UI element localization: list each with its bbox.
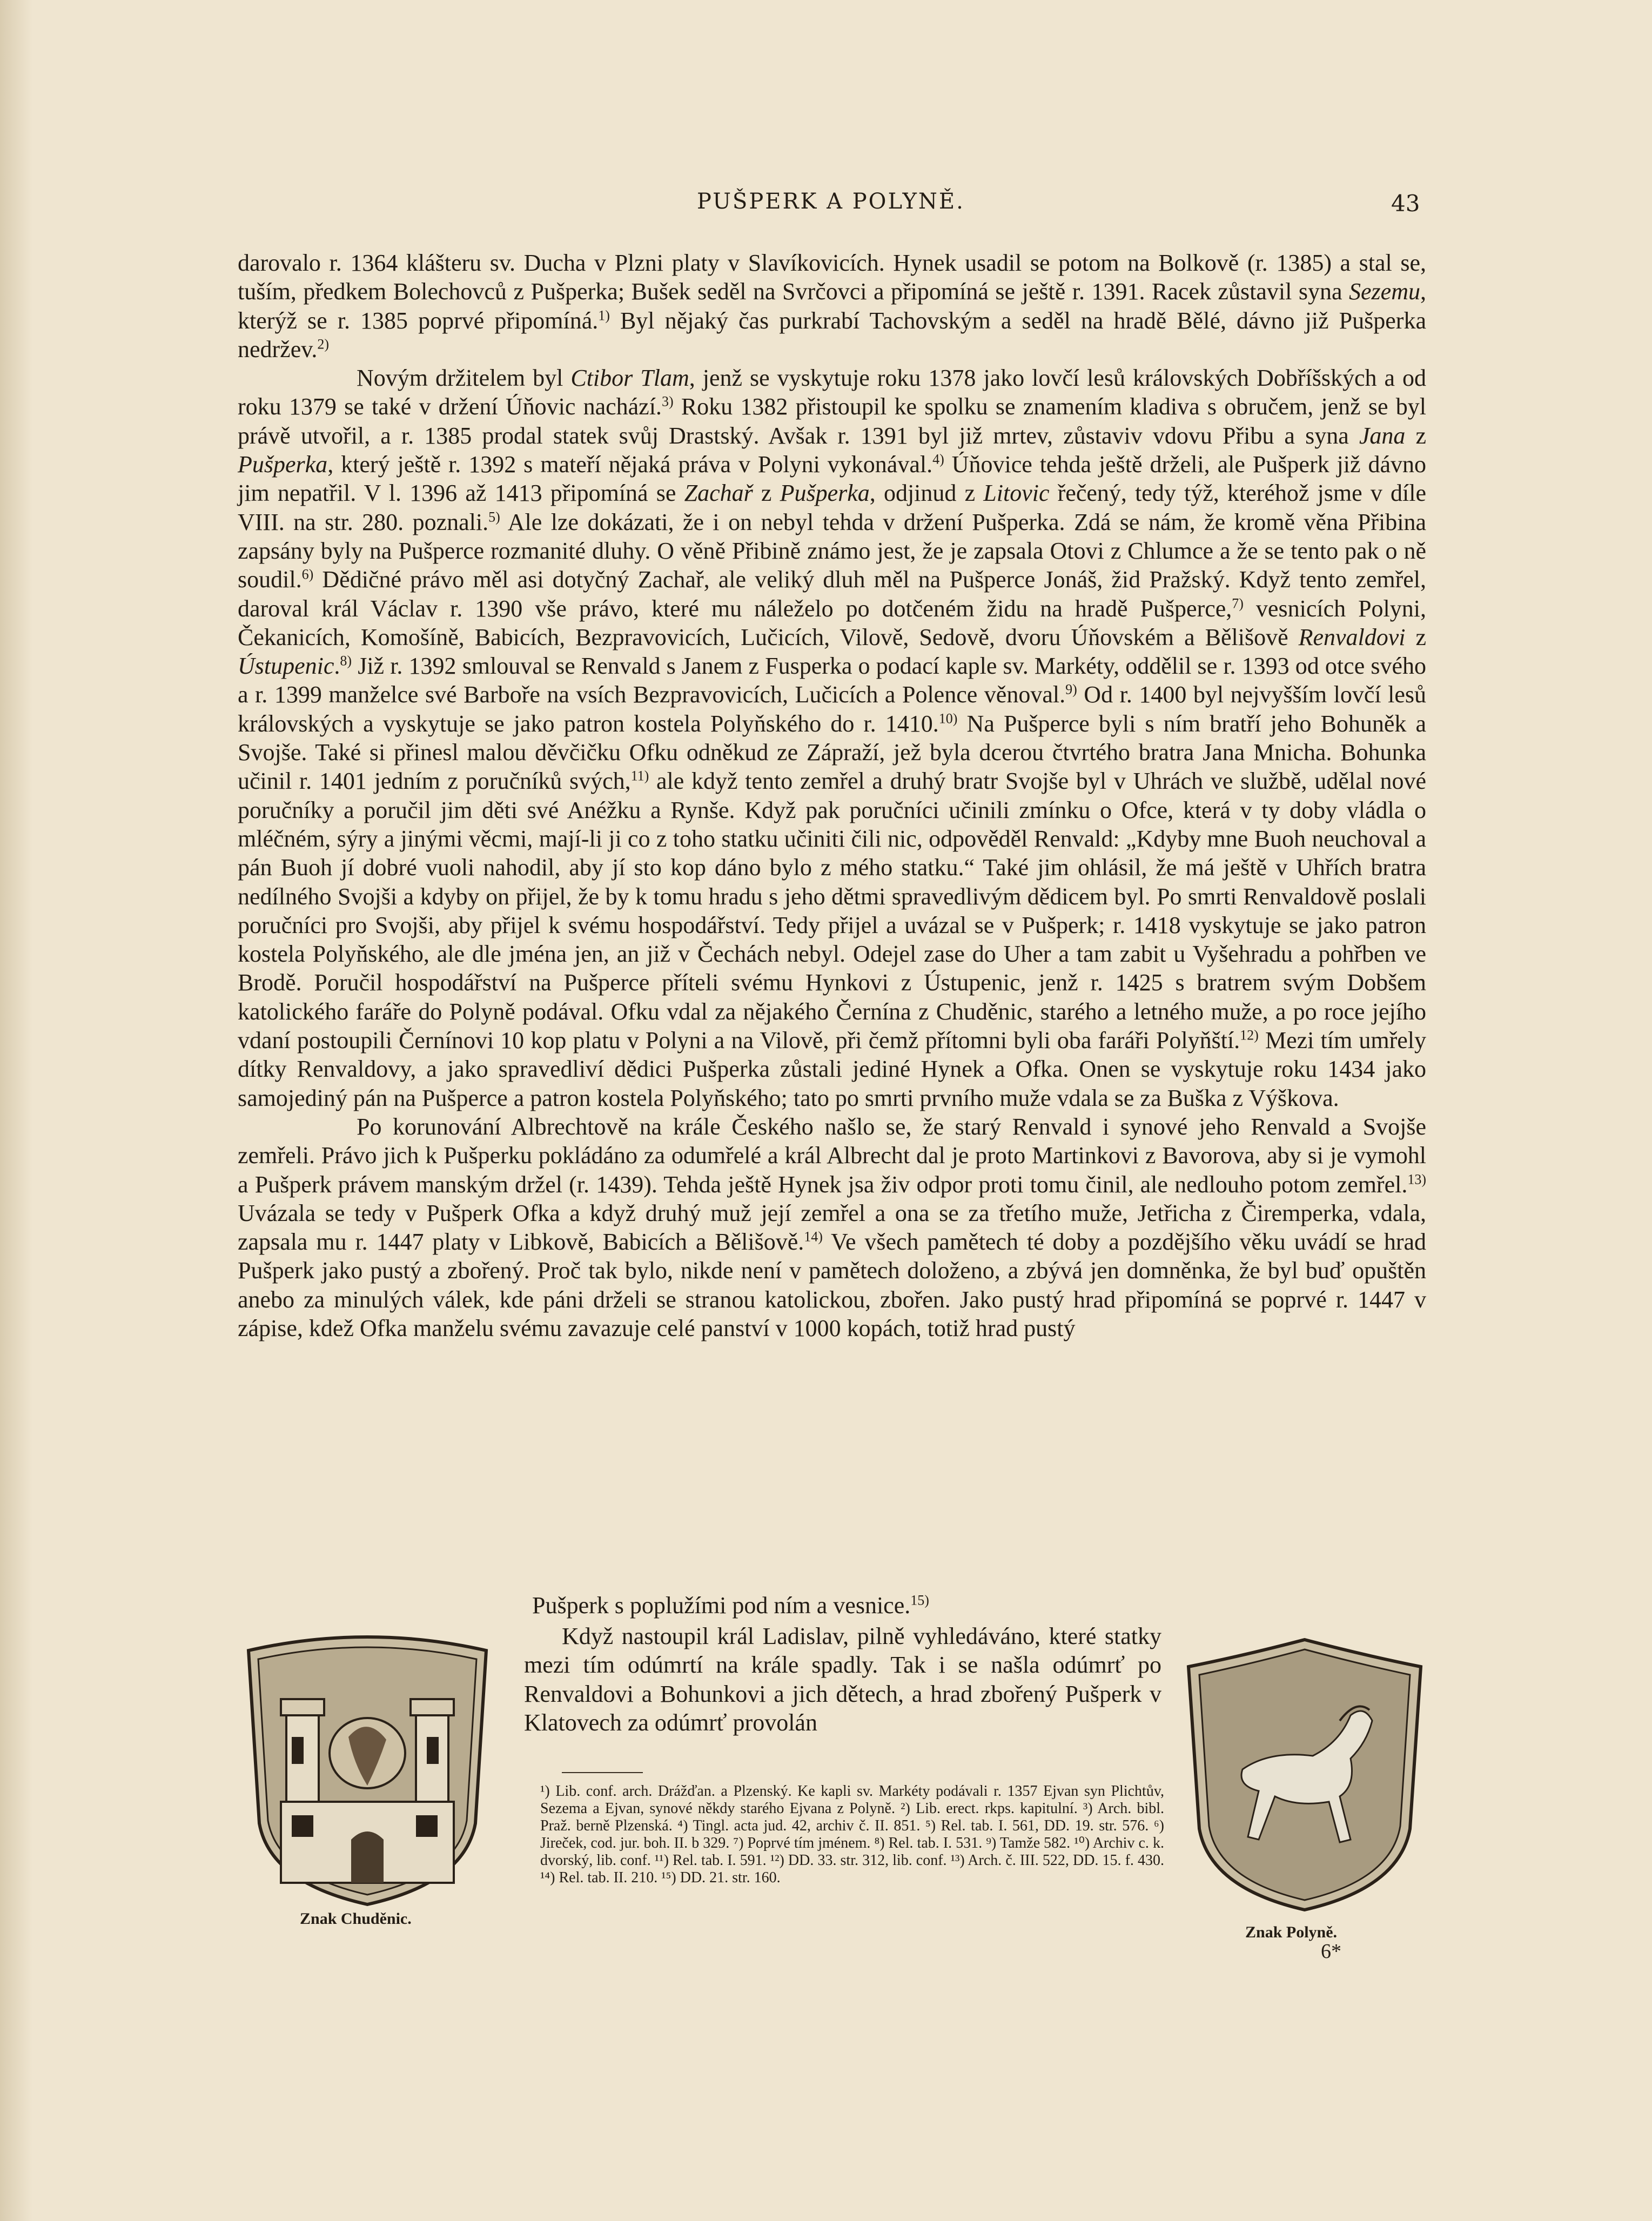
- page-header: [0, 184, 1652, 227]
- running-title: PUŠPERK A POLYNĚ.: [697, 189, 965, 214]
- coat-of-arms-polyne-icon: [1178, 1634, 1432, 1915]
- paragraph-2: Novým držitelem byl Ctibor Tlam, jenž se vyskytuje roku 1378 jako lovčí lesů královských Dobříšských a od roku 1379 se také v držení Úňovic nachází.$^{3)}$ Roku 1382 přistoupil ke spolku se znamením kladiva s obručem, jenž se byl právě utvořil, a r. 1385 prodal statek svůj Drastský. Avšak r. 1391 byl již mrtev, zůstaviv vdovu Přibu a syna Jana z Pušperka, který ještě r. 1392 s mateří nějaká práva v Polyni vykonával.$^{4)}$ Úňovice tehda ještě drželi, ale Pušperk již dávno jim nepatřil. V l. 1396 až 1413 připomíná se Zachař z Pušperka, odjinud z Litovic řečený, tedy týž, kteréhož jsme v díle VIII. na str. 280. poznali.$^{5)}$ Ale lze dokázati, že i on nebyl tehda v držení Pušperka. Zdá se nám, že kromě věna Přibina zapsány byly na Pušperce rozmanité dluhy. O věně Přibině známo jest, že je zapsala Otovi z Chlumce a že se tento pak o ně soudil.$^{6)}$ Dědičné právo měl asi dotyčný Zachař, ale veliký dluh měl na Pušperce Jonáš, žid Pražský. Když tento zemřel, daroval král Václav r. 1390 vše právo, které mu náleželo po dotčeném židu na hradě Pušperce,$^{7)}$ vesnicích Polyni, Čekanicích, Komošíně, Babicích, Bezpravovicích, Lučicích, Vilově, Sedově, dvoru Úňovském a Bělišově Renvaldovi z Ústupenic.$^{8)}$ Již r. 1392 smlouval se Renvald s Janem z Fusperka o podací kaple sv. Markéty, oddělil se r. 1393 od otce svého a r. 1399 manželce své Barboře na vsích Bezpravovicích, Lučicích a Polence věnoval.$^{9)}$ Od r. 1400 byl nejvyšším lovčí lesů královských a vyskytuje se jako patron kostela Polyňského do r. 1410.$^{10)}$ Na Pušperce byli s ním bratří jeho Bohuněk a Svojše. Také si přinesl malou děvčičku Ofku odněkud ze Zápraží, jež byla dcerou čtvrtého bratra Jana Mnicha. Bohunka učinil r. 1401 jedním z poručníků svých,$^{11)}$ ale když tento zemřel a druhý bratr Svojše byl v Uhrách ve službě, udělal nové poručníky a poručil jim děti své Anéžku a Rynše. Když pak poručníci učinili zmínku o Ofce, která v ty doby vládla o mléčném, sýry a jinými věcmi, mají-li ji co z toho statku učiniti čili nic, odpověděl Renvald: „Kdyby mne Buoh neuchoval a pán Buoh jí dobré vuoli nahodil, aby jí sto kop dáno bylo z mého statku.“ Také jim ohlásil, že má ještě v Uhřích bratra nedílného Svojši a kdyby on přijel, že by k tomu hradu s jeho dětmi spravedlivým dědicem byl. Po smrti Renvaldově poslali poručníci pro Svojši, aby přijel k svému hospodářství. Tedy přijel a uvázal se v Pušperk; r. 1418 vyskytuje se jako patron kostela Polyňského, ale dle jména jen, an již v Čechách nebyl. Odejel zase do Uher a tam zabit u Vyšehradu a pohřben ve Brodě. Poručil hospodářství na Pušperce příteli svému Hynkovi z Ústupenic, jenž r. 1425 s bratrem svým Dobšem katolického faráře do Polyně podával. Ofku vdal za nějakého Černína z Chuděnic, starého a letného muže, a po roce jejího vdaní postoupili Černínovi 10 kop platu v Polyni a na Vilově, při čemž přítomni byli oba faráři Polyňští.$^{12)}$ Mezi tím umřely dítky Renvaldovy, a jako spravedliví dědici Pušperka zůstali jediné Hynek a Ofka. Onen se vyskytuje roku 1434 jako samojediný pán na Pušperce a patron kostela Polyňského; tato po smrti prvního muže vdala se za Buška z Výškova.: [238, 365, 1427, 1111]
- paragraph-1: darovalo r. 1364 klášteru sv. Ducha v Plzni platy v Slavíkovicích. Hynek usadil se potom na Bolkově (r. 1385) a stal se, tuším, předkem Bolechovců z Pušperka; Bušek seděl na Svrčovci a připomíná se ještě r. 1391. Racek zůstavil syna Sezemu, kterýž se r. 1385 poprvé připomíná.$^{1)}$ Byl nějaký čas purkrabí Tachovským a seděl na hradě Bělé, dávno již Pušperka nedržev.$^{2)}$: [238, 250, 1426, 363]
- page-edge: [0, 0, 32, 2221]
- caption-polyne: Znak Polyně.: [1245, 1923, 1338, 1941]
- paragraph-3-tail: Pušperk s poplužími pod ním a vesnice.$^{15)}$: [532, 1592, 929, 1619]
- paragraph-3: Po korunování Albrechtově na krále Českého našlo se, že starý Renvald i synové jeho Renvald a Svojše zemřeli. Právo jich k Pušperku pokládáno za odumřelé a král Albrecht dal je proto Martinkovi z Bavorova, aby si je vymohl a Pušperk právem manským držel (r. 1439). Tehda ještě Hynek jsa živ odpor proti tomu činil, ale nedlouho potom zemřel.$^{13)}$ Uvázala se tedy v Pušperk Ofka a když druhý muž její zemřel a ona se za třetího muže, Jetřicha z Čiremperka, vdala, zapsala mu r. 1447 platy v Libkově, Babicích a Bělišově.$^{14)}$ Ve všech pamětech té doby a pozdějšího věku uvádí se hrad Pušperk jako pustý a zbořený. Proč tak bylo, nikde není v pamětech doloženo, a zbývá jen domněnka, že byl buď opuštěn anebo za minulých válek, kde páni drželi se stranou katolickou, zbořen. Jako pustý hrad připomíná se poprvé r. 1447 v zápise, kdež Ofka manželu svému zavazuje celé panství v 1000 kopách, totiž hrad pustý: [238, 1113, 1426, 1341]
- caption-chudenice: Znak Chuděnic.: [300, 1910, 412, 1928]
- paragraph-4: Když nastoupil král Ladislav, pilně vyhledáváno, které statky mezi tím odúmrtí na krále spadly. Tak i se našla odúmrť po Renvaldovi a Bohunkovi a jich dětech, a hrad zbořený Pušperk v Klatovech za odúmrť provolán: [524, 1623, 1161, 1736]
- coat-of-arms-chudenice-icon: [238, 1629, 497, 1910]
- footnote-rule: [562, 1772, 643, 1773]
- body-text: [238, 249, 1426, 1343]
- footnotes: ¹) Lib. conf. arch. Drážďan. a Plzenský. Ke kapli sv. Markéty podávali r. 1357 Ejvan syn Plichtův, Sezema a Ejvan, synové někdy starého Ejvana z Polyně. ²) Lib. erect. rkps. kapitulní. ³) Arch. bibl. Praž. berně Plzenská. ⁴) Tingl. acta jud. 42, archiv č. II. 851. ⁵) Rel. tab. I. 561, DD. 19. str. 576. ⁶) Jireček, cod. jur. boh. II. b 329. ⁷) Poprvé tím jménem. ⁸) Rel. tab. I. 531. ⁹) Tamže 582. ¹⁰) Archiv c. k. dvorský, lib. conf. ¹¹) Rel. tab. I. 591. ¹²) DD. 33. str. 312, lib. conf. ¹³) Arch. č. III. 522, DD. 15. f. 430. ¹⁴) Rel. tab. II. 210. ¹⁵) DD. 21. str. 160.: [540, 1783, 1164, 1886]
- signature-mark: 6*: [1321, 1940, 1341, 1963]
- page-number: 43: [1391, 190, 1420, 217]
